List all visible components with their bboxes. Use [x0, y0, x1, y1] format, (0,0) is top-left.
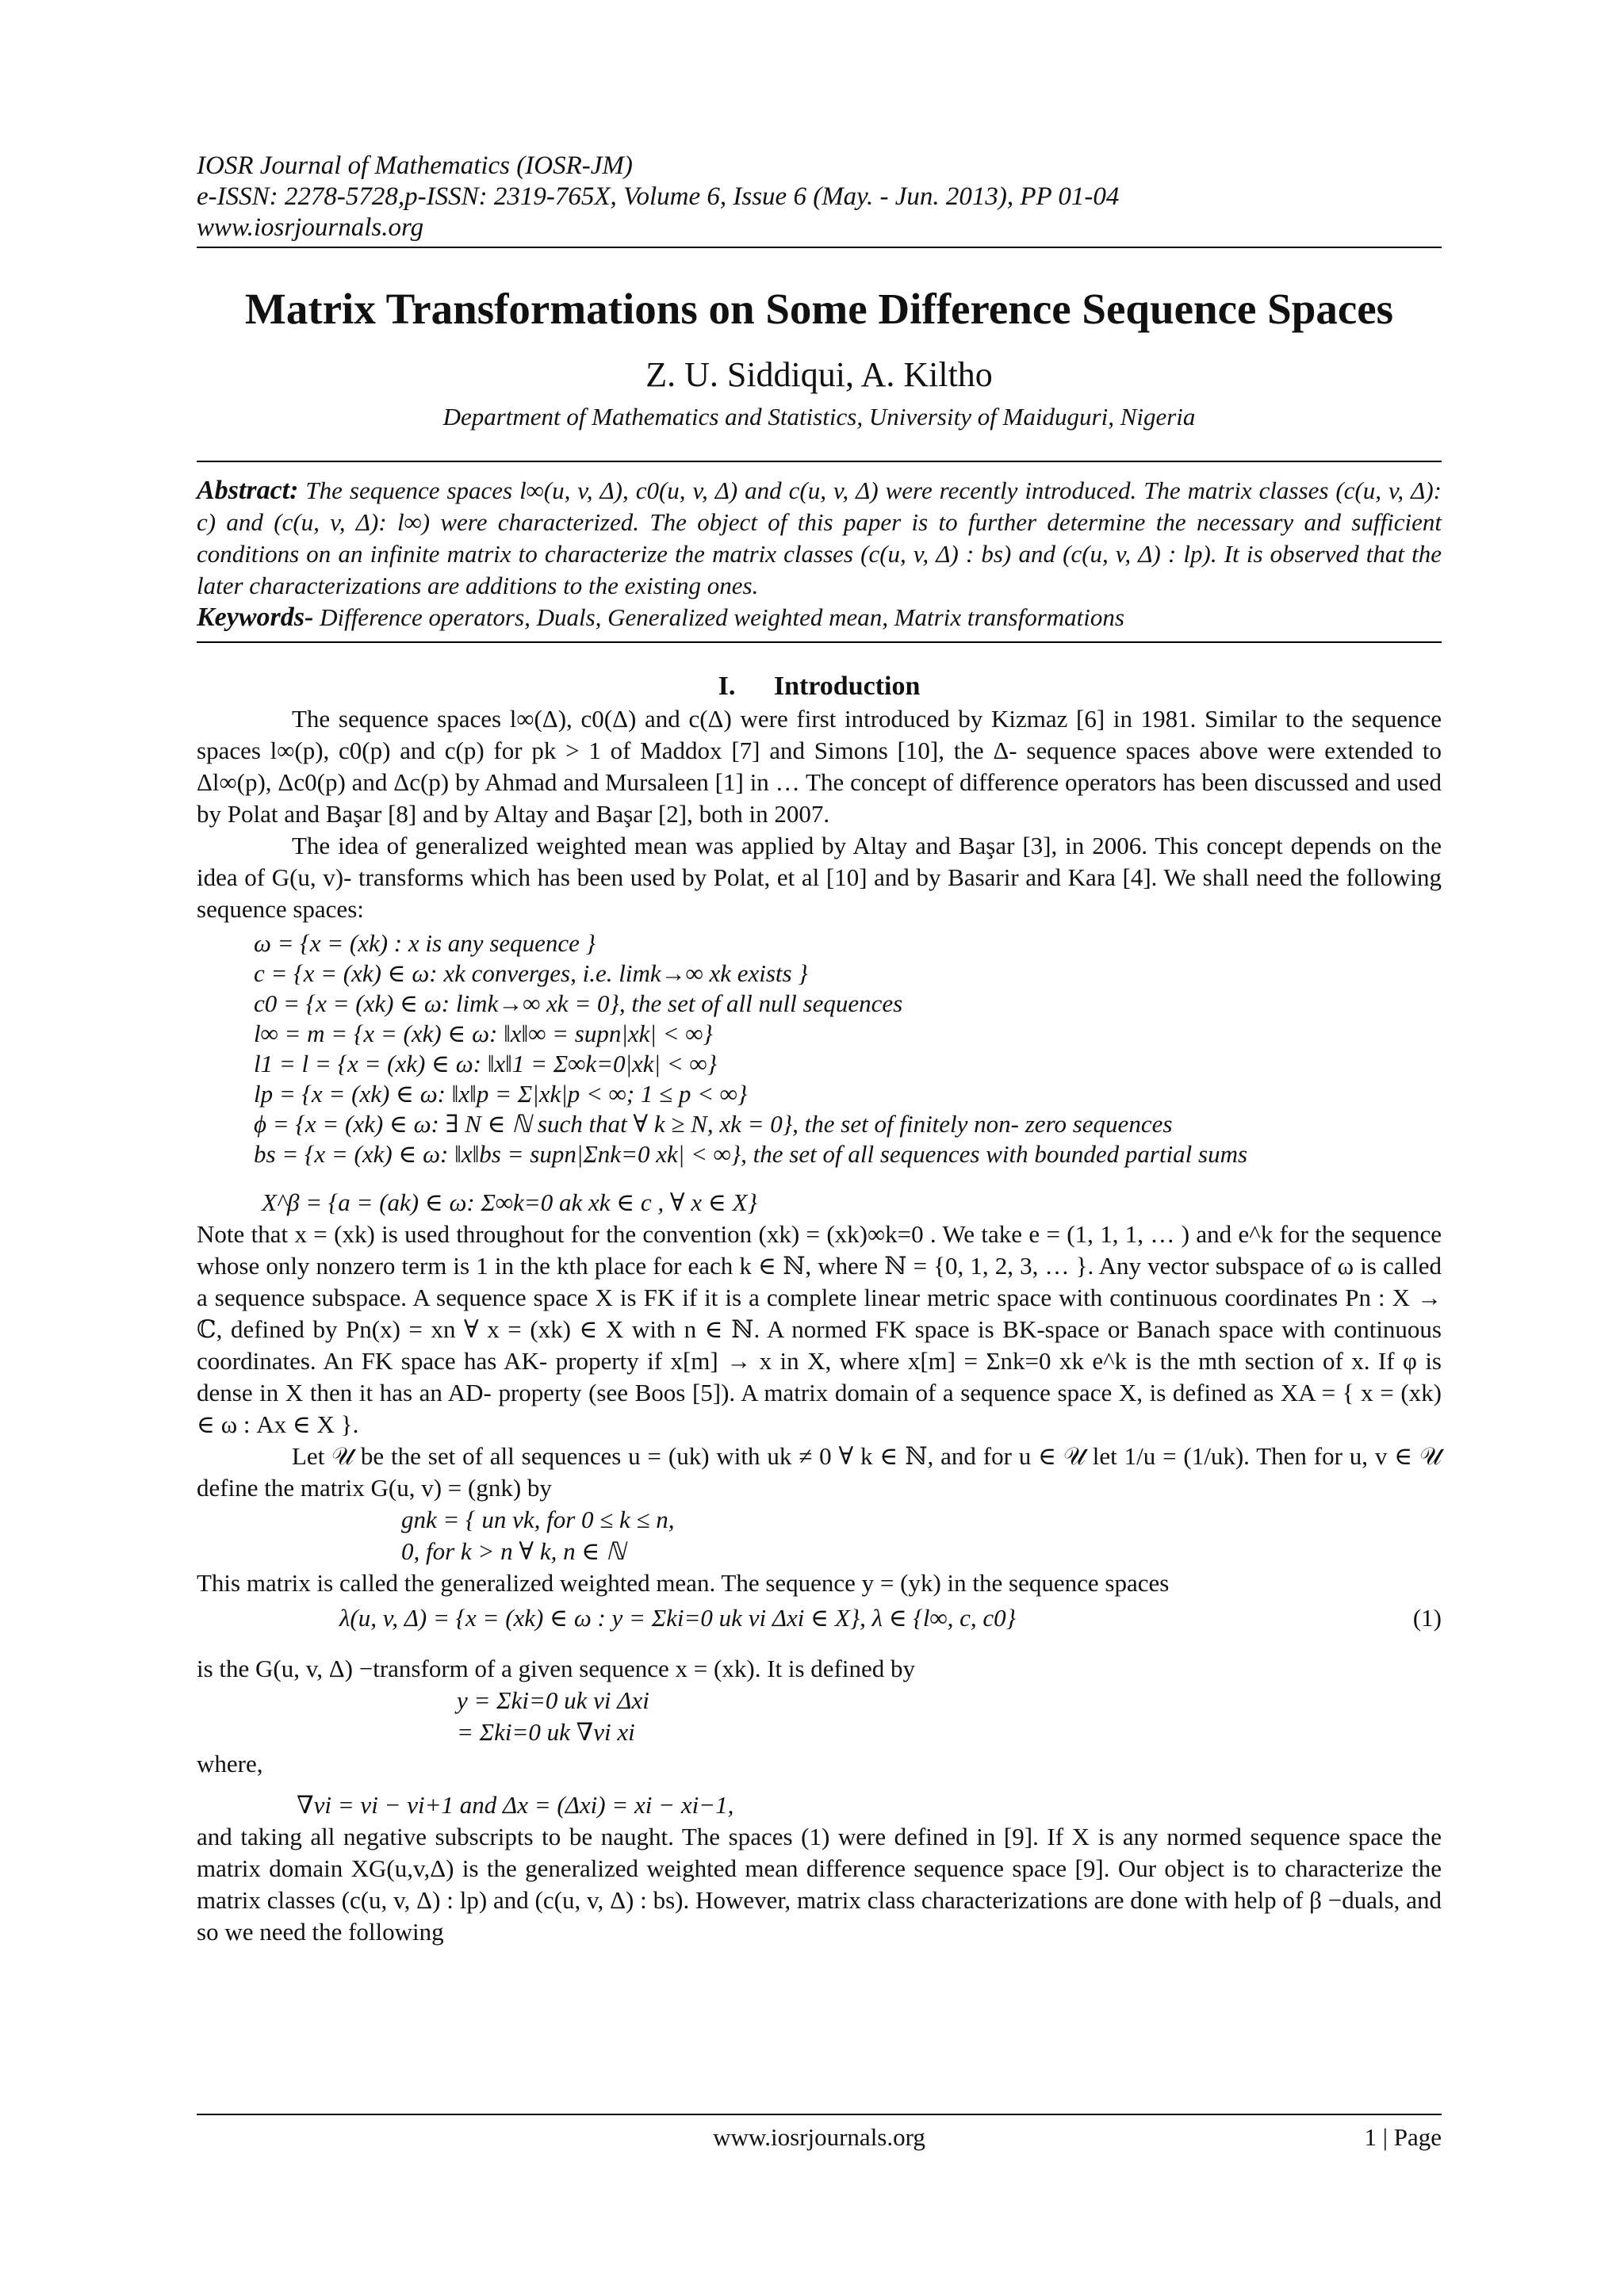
intro-paragraph-3: Note that x = (xk) is used throughout for the convention (xk) = (xk)∞k=0 . We take e = (1, 1, 1, … ) and e^k for the sequence whose only nonzero term is 1 in the kth place for each k ∈ ℕ, where ℕ = {0, 1, 2, 3, … }. Any vector subspace of ω is called a sequence subspace. A sequence space X is FK if it is a complete linear metric space with continuous coordinates Pn : X → ℂ, defined by Pn(x) = xn ∀ x = (xk) ∈ X with n ∈ ℕ. A normed FK space is BK-space or Banach space with continuous coordinates. An FK space has AK- property if x[m] → x in X, where x[m] = Σnk=0 xk e^k is the mth section of x. If φ is dense in X then it has an AD- property (see Boos [5]). A matrix domain of a sequence space X, is defined as XA = { x = (xk) ∈ ω : Ax ∈ X }.	[197, 1220, 1442, 1438]
y-transform-line-1: y = Σki=0 uk vi Δxi	[457, 1686, 649, 1714]
intro-paragraph-1: The sequence spaces l∞(Δ), c0(Δ) and c(Δ) were first introduced by Kizmaz [6] in 1981. Similar to the sequence spaces l∞(p), c0(p) and c(p) for pk > 1 of Maddox [7] and Simons [10], the Δ- sequence spaces above were extended to Δl∞(p), Δc0(p) and Δc(p) by Ahmad and Mursaleen [1] in … The concept of difference operators has been discussed and used by Polat and Başar [8] and by Altay and Başar [2], both in 2007.	[197, 705, 1442, 828]
journal-site: www.iosrjournals.org	[197, 213, 424, 242]
keywords-label: Keywords-	[197, 603, 314, 632]
footer-site: www.iosrjournals.org	[713, 2123, 925, 2151]
section-heading	[197, 670, 1442, 703]
sequence-space-definitions	[254, 928, 1442, 1169]
equation-1-text: λ(u, v, Δ) = {x = (xk) ∈ ω : y = Σki=0 uk vi Δxi ∈ X}, λ ∈ {l∞, c, c0}	[339, 1604, 1017, 1632]
equation-1-number: (1)	[1412, 1604, 1442, 1632]
keywords-text: Difference operators, Duals, Generalized weighted mean, Matrix transformations	[320, 603, 1124, 631]
definition-lp: lp = {x = (xk) ∈ ω: ‖x‖p = Σ|xk|p < ∞; 1 ≤ p < ∞}	[254, 1080, 748, 1108]
definition-l1: l1 = l = {x = (xk) ∈ ω: ‖x‖1 = Σ∞k=0|xk| < ∞}	[254, 1050, 717, 1077]
definition-bs: bs = {x = (xk) ∈ ω: ‖x‖bs = supn|Σnk=0 xk| < ∞}, the set of all sequences with bounded partial sums	[254, 1140, 1248, 1168]
abstract-text: The sequence spaces l∞(u, v, Δ), c0(u, v, Δ) and c(u, v, Δ) were recently introduced. The matrix classes (c(u, v, Δ): c) and (c(u, v, Δ): l∞) were characterized. The object of this paper is to further determine the necessary and sufficient conditions on an infinite matrix to characterize the matrix classes (c(u, v, Δ) : bs) and (c(u, v, Δ) : lp). It is observed that the later characterizations are additions to the existing ones.	[197, 476, 1442, 599]
gnk-definition-line-1: gnk = { un vk, for 0 ≤ k ≤ n,	[401, 1506, 675, 1533]
intro-paragraph-5: This matrix is called the generalized weighted mean. The sequence y = (yk) in the sequence spaces	[197, 1569, 1170, 1597]
equation-1	[339, 1602, 1442, 1634]
paper-authors: Z. U. Siddiqui, A. Kiltho	[645, 355, 993, 394]
definition-l-infinity: l∞ = m = {x = (xk) ∈ ω: ‖x‖∞ = supn|xk| < ∞}	[254, 1020, 713, 1047]
header-rule	[197, 247, 1442, 248]
author-affiliation: Department of Mathematics and Statistics, University of Maiduguri, Nigeria	[442, 403, 1196, 430]
section-number: I.	[718, 672, 736, 701]
definition-omega: ω = {x = (xk) : x is any sequence }	[254, 929, 596, 957]
y-transform-line-2: = Σki=0 uk ∇vi xi	[457, 1718, 635, 1746]
definition-c: c = {x = (xk) ∈ ω: xk converges, i.e. limk→∞ xk exists }	[254, 959, 808, 987]
section-title: Introduction	[773, 672, 921, 701]
intro-paragraph-6: is the G(u, v, Δ) −transform of a given sequence x = (xk). It is defined by	[197, 1655, 916, 1682]
page-content	[197, 151, 1442, 1948]
journal-issn: e-ISSN: 2278-5728,p-ISSN: 2319-765X, Volume 6, Issue 6 (May. - Jun. 2013), PP 01-04	[197, 182, 1120, 211]
journal-name: IOSR Journal of Mathematics (IOSR-JM)	[197, 151, 633, 180]
abstract	[197, 461, 1442, 602]
footer-page-number: 1 | Page	[1364, 2123, 1442, 2151]
intro-paragraph-4: Let 𝒰 be the set of all sequences u = (uk) with uk ≠ 0 ∀ k ∈ ℕ, and for u ∈ 𝒰 let 1/u = (1/uk). Then for u, v ∈ 𝒰 define the matrix G(u, v) = (gnk) by	[197, 1442, 1442, 1502]
definition-phi: ϕ = {x = (xk) ∈ ω: ∃ N ∈ ℕ such that ∀ k ≥ N, xk = 0}, the set of finitely non- zero sequences	[254, 1110, 1173, 1138]
gnk-definition-line-2: 0, for k > n ∀ k, n ∈ ℕ	[401, 1537, 626, 1565]
intro-paragraph-2: The idea of generalized weighted mean was applied by Altay and Başar [3], in 2006. This concept depends on the idea of G(u, v)- transforms which has been used by Polat, et al [10] and by Basarir and Kara [4]. We shall need the following sequence spaces:	[197, 832, 1442, 923]
nabla-delta-definition: ∇vi = vi − vi+1 and Δx = (Δxi) = xi − xi−1,	[297, 1791, 734, 1819]
beta-dual-definition: X^β = {a = (ak) ∈ ω: Σ∞k=0 ak xk ∈ c , ∀ x ∈ X}	[262, 1188, 757, 1216]
definition-c0: c0 = {x = (xk) ∈ ω: limk→∞ xk = 0}, the set of all null sequences	[254, 989, 903, 1017]
page-footer	[197, 2114, 1442, 2151]
abstract-label: Abstract:	[197, 476, 299, 505]
keywords	[197, 602, 1442, 643]
intro-paragraph-7: where,	[197, 1750, 263, 1777]
intro-paragraph-8: and taking all negative subscripts to be naught. The spaces (1) were defined in [9]. If X is any normed sequence space the matrix domain XG(u,v,Δ) is the generalized weighted mean difference sequence space [9]. Our object is to characterize the matrix classes (c(u, v, Δ) : lp) and (c(u, v, Δ) : bs). However, matrix class characterizations are done with help of β −duals, and so we need the following	[197, 1823, 1442, 1946]
paper-title: Matrix Transformations on Some Difference Sequence Spaces	[244, 285, 1394, 333]
